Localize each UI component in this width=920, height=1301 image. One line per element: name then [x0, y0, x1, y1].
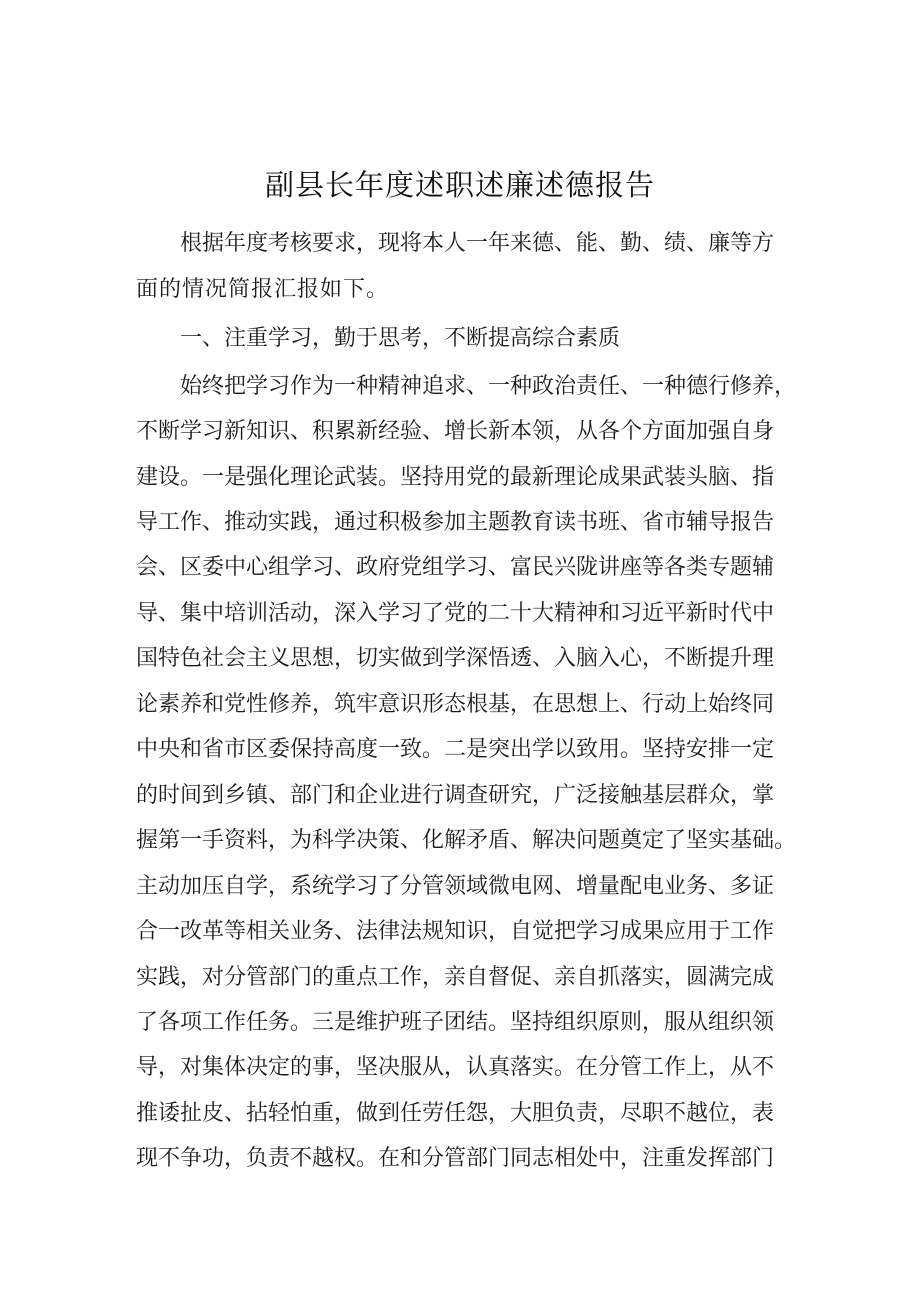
paragraph-line: 导工作、推动实践，通过积极参加主题教育读书班、省市辅导报告 — [136, 510, 775, 535]
document-title: 副县长年度述职述廉述德报告 — [264, 168, 655, 202]
paragraph-line: 会、区委中心组学习、政府党组学习、富民兴陇讲座等各类专题辅 — [136, 555, 775, 580]
paragraph-line: 实践，对分管部门的重点工作，亲自督促、亲自抓落实，圆满完成 — [136, 965, 775, 990]
paragraph-line: 建设。一是强化理论武装。坚持用党的最新理论成果武装头脑、指 — [136, 465, 775, 490]
paragraph-line: 主动加压自学，系统学习了分管领域微电网、增量配电业务、多证 — [136, 874, 775, 899]
paragraph-line: 国特色社会主义思想，切实做到学深悟透、入脑入心，不断提升理 — [136, 646, 775, 671]
paragraph-line: 中央和省市区委保持高度一致。二是突出学以致用。坚持安排一定 — [136, 737, 775, 762]
paragraph-line: 根据年度考核要求，现将本人一年来德、能、勤、绩、廉等方 — [180, 231, 775, 256]
paragraph-line: 论素养和党性修养，筑牢意识形态根基，在思想上、行动上始终同 — [136, 692, 775, 717]
paragraph-line: 导、集中培训活动，深入学习了党的二十大精神和习近平新时代中 — [136, 601, 775, 626]
paragraph-line: 的时间到乡镇、部门和企业进行调查研究，广泛接触基层群众，掌 — [136, 783, 775, 808]
paragraph-line: 握第一手资料，为科学决策、化解矛盾、解决问题奠定了坚实基础。 — [136, 828, 797, 853]
paragraph-line: 推诿扯皮、拈轻怕重，做到任劳任怨，大胆负责，尽职不越位，表 — [136, 1101, 775, 1126]
paragraph-line: 始终把学习作为一种精神追求、一种政治责任、一种德行修养， — [180, 374, 797, 399]
paragraph-line: 了各项工作任务。三是维护班子团结。坚持组织原则，服从组织领 — [136, 1010, 775, 1035]
paragraph-line: 不断学习新知识、积累新经验、增长新本领，从各个方面加强自身 — [136, 419, 775, 444]
paragraph-line: 合一改革等相关业务、法律法规知识，自觉把学习成果应用于工作 — [136, 919, 775, 944]
section-heading: 一、注重学习，勤于思考，不断提高综合素质 — [180, 326, 621, 351]
paragraph-line: 导，对集体决定的事，坚决服从，认真落实。在分管工作上，从不 — [136, 1055, 775, 1080]
paragraph-line: 现不争功，负责不越权。在和分管部门同志相处中，注重发挥部门 — [136, 1146, 775, 1171]
paragraph-line: 面的情况简报汇报如下。 — [136, 277, 390, 302]
